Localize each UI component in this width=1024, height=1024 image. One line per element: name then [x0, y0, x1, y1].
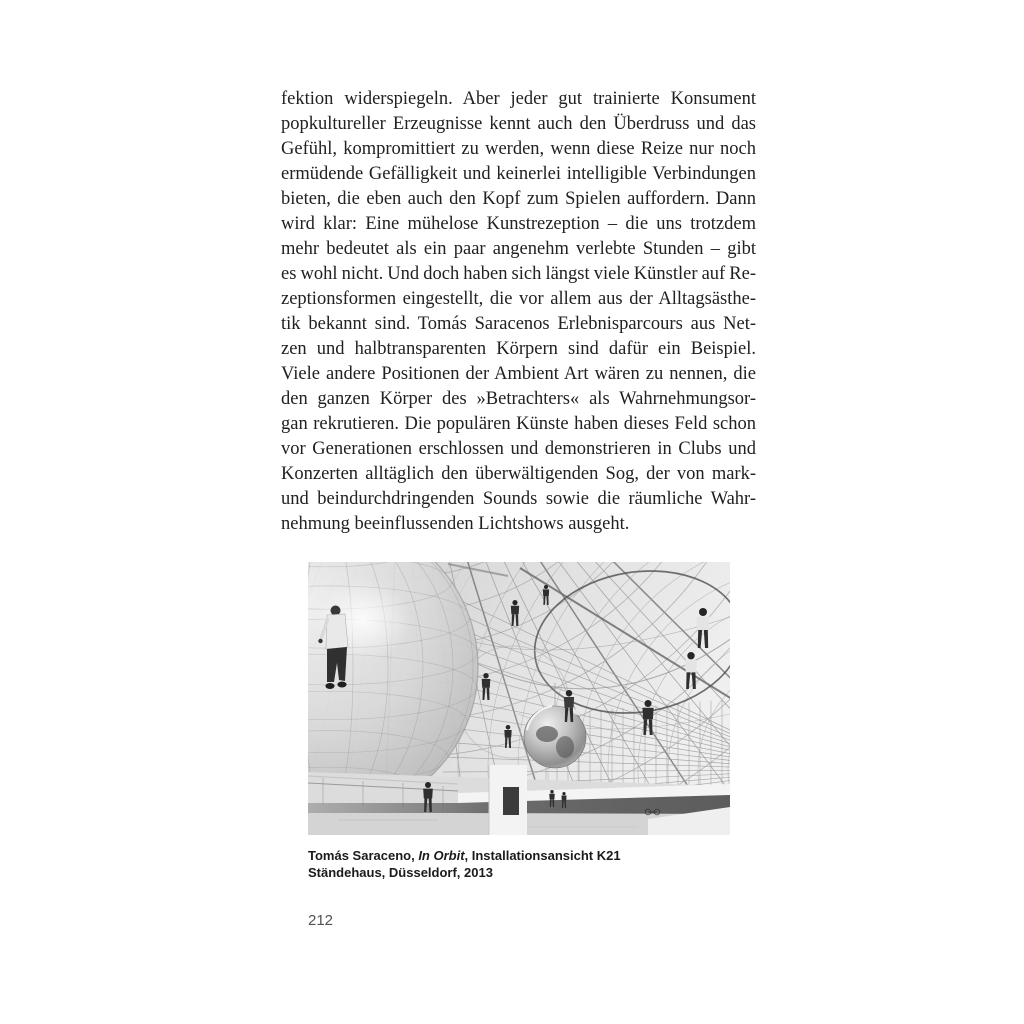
body-text-line: zeptionsformen eingestellt, die vor allem aus der Alltagsästhe- [281, 289, 756, 309]
body-text-line: Viele andere Positionen der Ambient Art wären zu nennen, die [281, 364, 756, 384]
mirror-sphere [524, 706, 586, 768]
body-text-line: vor Generationen erschlossen und demonstrieren in Clubs und [281, 439, 756, 459]
body-text-line: es wohl nicht. Und doch haben sich längst viele Künstler auf Re- [281, 264, 756, 284]
figure-caption [308, 847, 738, 881]
body-text-line: popkultureller Erzeugnisse kennt auch den Überdruss und das [281, 114, 756, 134]
body-text-line: mehr bedeutet als ein paar angenehm verlebte Stunden – gibt [281, 239, 756, 259]
photo-canvas [308, 562, 730, 835]
body-text-line: den ganzen Körper des »Betrachters« als Wahrnehmungsor- [281, 389, 756, 409]
body-text-line: Konzerten alltäglich den überwältigenden Sog, der von mark- [281, 464, 756, 484]
body-text-line: gan rekrutieren. Die populären Künste haben dieses Feld schon [281, 414, 756, 434]
body-text-block [281, 87, 756, 537]
body-text-line: tik bekannt sind. Tomás Saracenos Erlebnisparcours aus Net- [281, 314, 756, 334]
caption-work-title: In Orbit [418, 848, 465, 863]
body-text-line: nehmung beeinflussenden Lichtshows ausgeht. [281, 514, 630, 534]
body-text-line: zen und halbtransparenten Körpern sind dafür ein Beispiel. [281, 339, 756, 359]
body-text-line: fektion widerspiegeln. Aber jeder gut trainierte Konsument [281, 89, 756, 109]
caption-location: Ständehaus, Düsseldorf, 2013 [308, 865, 493, 880]
caption-details: , Installationsansicht K21 [464, 848, 621, 863]
caption-artist: Tomás Saraceno, [308, 848, 419, 863]
body-text-line: bieten, die eben auch den Kopf zum Spielen auffordern. Dann [281, 189, 756, 209]
body-text-line: wird klar: Eine mühelose Kunstrezeption – die uns trotzdem [281, 214, 756, 234]
white-column [489, 765, 527, 835]
body-text-line: und beindurchdringenden Sounds sowie die räumliche Wahr- [281, 489, 756, 509]
column-sign [503, 787, 519, 815]
caption-line-1 [308, 847, 738, 864]
body-text-line: ermüdende Gefälligkeit und keinerlei intelligible Verbindungen [281, 164, 756, 184]
body-text-line: Gefühl, kompromittiert zu werden, wenn diese Reize nur noch [281, 139, 756, 159]
page-number: 212 [308, 912, 334, 929]
installation-photo [308, 562, 730, 835]
